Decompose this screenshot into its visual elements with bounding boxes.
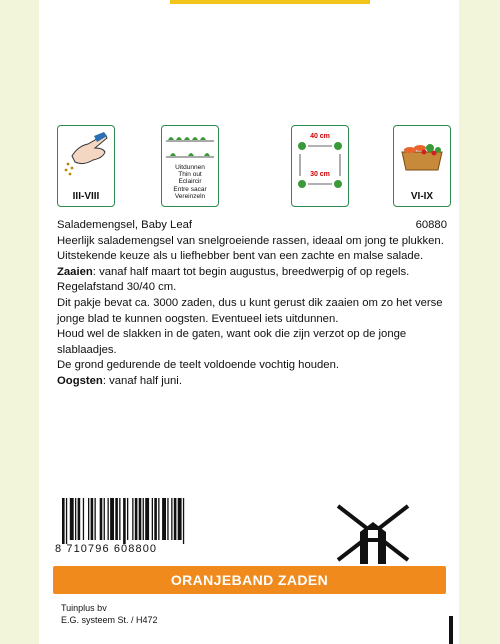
barcode-bar <box>108 498 109 540</box>
description <box>57 218 447 390</box>
barcode-bar <box>88 498 89 540</box>
spacing-icon <box>292 126 348 206</box>
thin-label-de: Vereinzeln <box>174 192 206 200</box>
barcode-bar <box>178 498 182 540</box>
barcode-bar <box>162 498 166 540</box>
spacing-vertical: 30 cm <box>310 171 330 178</box>
barcode-bar <box>62 498 65 544</box>
barcode-bar <box>154 498 157 540</box>
barcode-bar <box>95 498 96 540</box>
brand-banner: ORANJEBAND ZADEN <box>53 566 446 594</box>
barcode-bar <box>158 498 159 540</box>
seed-count-text: Dit pakje bevat ca. 3000 zaden, dus u kunt gerust dik zaaien om zo het verse jonge blad te kunnen oogsten. Eventueel iets uitdunnen. <box>57 296 443 325</box>
barcode-bar <box>139 498 142 540</box>
barcode-bar <box>135 498 138 540</box>
thin-label-en: Thin out <box>178 171 202 179</box>
barcode-bar <box>119 498 120 540</box>
harvest-label: Oogsten <box>57 374 103 387</box>
thin-label-nl: Uitdunnen <box>175 164 205 171</box>
moisture-text: De grond gedurende de teelt voldoende vochtig houden. <box>57 359 340 372</box>
thinning-box <box>161 125 219 207</box>
thin-label-fr: Eclaircir <box>178 178 202 186</box>
barcode-bar <box>132 498 133 540</box>
harvest-box <box>393 125 451 207</box>
barcode-bar <box>78 498 81 540</box>
barcode-bar <box>167 498 168 540</box>
slug-text: Houd wel de slakken in de gaten, want ook die zijn verzot op de jonge slablaadjes. <box>57 328 407 356</box>
sowing-hand-icon <box>58 126 114 186</box>
windmill-logo-icon <box>330 502 416 564</box>
thin-label-es: Entre sacar <box>173 185 207 193</box>
company-reference: E.G. systeem St. / H472 <box>61 615 158 625</box>
sowing-paragraph <box>57 265 447 296</box>
harvest-paragraph <box>57 374 447 390</box>
company-name: Tuinplus bv <box>61 603 107 613</box>
barcode-bar <box>75 498 76 540</box>
product-title: Salademengsel, Baby Leaf <box>57 219 193 231</box>
top-yellow-band <box>170 0 370 4</box>
harvest-text: : vanaf half juni. <box>102 374 182 387</box>
barcode-number: 8 710796 608800 <box>55 543 158 555</box>
barcode-bar <box>115 498 118 540</box>
barcode-bar <box>127 498 128 540</box>
spacing-horizontal: 40 cm <box>310 133 330 140</box>
footer <box>61 602 158 626</box>
barcode-bar <box>145 498 149 540</box>
seedlings-icon <box>162 126 218 162</box>
barcode-bar <box>123 498 126 544</box>
barcode-bar <box>110 498 114 540</box>
sowing-months: III-VIII <box>72 191 100 202</box>
harvest-months: VI-IX <box>410 191 434 202</box>
sowing-label: Zaaien <box>57 265 93 278</box>
barcode-bar <box>83 498 84 540</box>
barcode-bar <box>171 498 172 540</box>
barcode-bar <box>70 498 74 540</box>
barcode-bar <box>104 498 105 540</box>
basket-icon <box>394 126 450 186</box>
instruction-icons <box>57 125 449 205</box>
product-code: 60880 <box>415 219 447 231</box>
intro-text: Heerlijk salademengsel van snelgroeiende rassen, ideaal om jong te plukken. Uitstekende keuze als u liefhebber bent van een zachte en malse salade. <box>57 234 444 263</box>
sowing-text: : vanaf half maart tot begin augustus, breedwerpig of op regels. Regelafstand 30/40 cm. <box>57 265 410 294</box>
sowing-box <box>57 125 115 207</box>
spacing-box <box>291 125 349 207</box>
barcode-bar <box>174 498 177 540</box>
title-row <box>57 218 447 234</box>
barcode-bar <box>152 498 153 540</box>
barcode-bar <box>143 498 144 540</box>
barcode-bar <box>100 498 103 540</box>
barcode-bar <box>183 498 184 544</box>
barcode-bar <box>91 498 94 540</box>
seed-packet <box>39 0 459 644</box>
thin-out-text <box>162 164 218 200</box>
barcode-bar <box>66 498 67 544</box>
black-edge-mark <box>449 616 453 644</box>
